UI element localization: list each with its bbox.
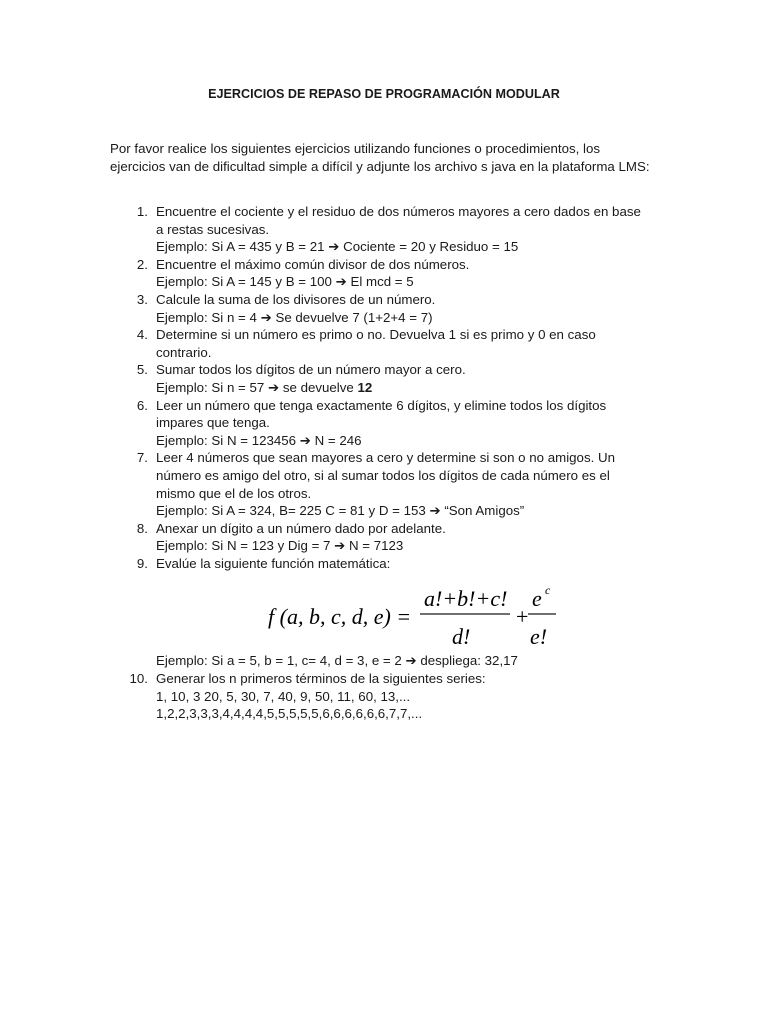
exercise-text-line: Leer un número que tenga exactamente 6 dígitos, y elimine todos los dígitos (156, 397, 607, 413)
exercise-text-line: 1, 10, 3 20, 5, 30, 7, 40, 9, 50, 11, 60, 13,... (156, 688, 411, 704)
exercise-text-line: Leer 4 números que sean mayores a cero y determine si son o no amigos. Un (156, 450, 615, 466)
exercise-number: 10. (129, 671, 148, 687)
exercise-example: Ejemplo: Si A = 324, B= 225 C = 81 y D = 153 ➔ “Son Amigos” (156, 503, 525, 519)
formula-denominator-1: d! (452, 624, 471, 650)
exercise-item (110, 670, 670, 723)
exercise-text-line: Encuentre el máximo común divisor de dos números. (156, 256, 470, 272)
exercise-number: 7. (136, 450, 148, 466)
exercise-example: Ejemplo: Si n = 4 ➔ Se devuelve 7 (1+2+4 = 7) (156, 309, 433, 325)
arrow-right-icon: ➔ (328, 239, 340, 255)
exercise-text-line: 1,2,2,3,3,3,4,4,4,4,5,5,5,5,5,6,6,6,6,6,6,7,7,... (156, 706, 423, 722)
exercise-example: Ejemplo: Si n = 57 ➔ se devuelve 12 (156, 379, 373, 395)
intro-paragraph: Por favor realice los siguientes ejercicios utilizando funciones o procedimientos, los ejercicios van de dificultad simple a difícil y adjunte los archivo s java en la plataforma LMS: (110, 141, 650, 174)
exercise-text-line: Encuentre el cociente y el residuo de dos números mayores a cero dados en base (156, 204, 641, 219)
exercise-text-line: Evalúe la siguiente función matemática: (156, 555, 391, 571)
formula-plus: + (516, 604, 529, 630)
arrow-right-icon: ➔ (429, 503, 441, 519)
exercise-item (110, 555, 670, 670)
exercise-number: 8. (136, 520, 148, 536)
exercise-text-line: a restas sucesivas. (156, 221, 270, 237)
exercise-item (110, 449, 670, 519)
document-title: EJERCICIOS DE REPASO DE PROGRAMACIÓN MODULAR (208, 87, 560, 101)
exercise-example: Ejemplo: Si A = 435 y B = 21 ➔ Cociente = 20 y Residuo = 15 (156, 239, 519, 255)
arrow-right-icon: ➔ (299, 432, 311, 448)
exercise-text-line: Anexar un dígito a un número dado por adelante. (156, 520, 446, 536)
exercise-text-line: Sumar todos los dígitos de un número mayor a cero. (156, 362, 466, 378)
formula-denominator-2: e! (530, 624, 548, 650)
exercise-number: 6. (136, 397, 148, 413)
exercise-item (110, 203, 670, 256)
exercise-item (110, 326, 670, 361)
formula-numerator-2: e (532, 586, 542, 612)
exercise-item (110, 397, 670, 450)
exercise-example: Ejemplo: Si A = 145 y B = 100 ➔ El mcd = 5 (156, 274, 414, 290)
exercise-item (110, 361, 670, 396)
exercise-number: 3. (136, 291, 148, 307)
formula-numerator-1: a!+b!+c! (424, 586, 508, 612)
exercise-text-line: impares que tenga. (156, 415, 270, 431)
exercise-item (110, 291, 670, 326)
exercise-text-line: Generar los n primeros términos de la siguientes series: (156, 671, 486, 687)
math-formula (110, 572, 670, 652)
exercise-text-line: mismo que el de los otros. (156, 485, 312, 501)
formula-lhs: f (a, b, c, d, e) = (268, 604, 412, 630)
exercise-text-line: número es amigo del otro, si al sumar todos los dígitos de cada número es el (156, 467, 610, 483)
exercise-item (110, 256, 670, 291)
arrow-right-icon: ➔ (334, 538, 346, 554)
exercise-number: 9. (136, 555, 148, 571)
formula-exponent: c (545, 583, 551, 598)
arrow-right-icon: ➔ (267, 379, 280, 395)
arrow-right-icon: ➔ (405, 653, 417, 669)
exercise-list (110, 203, 670, 723)
exercise-text-line: Determine si un número es primo o no. Devuelva 1 si es primo y 0 en caso (156, 327, 596, 343)
exercise-number: 1. (136, 204, 148, 219)
exercise-number: 2. (136, 256, 148, 272)
exercise-number: 5. (136, 362, 148, 378)
exercise-item (110, 520, 670, 555)
exercise-number: 4. (136, 327, 148, 343)
exercise-example: Ejemplo: Si N = 123 y Dig = 7 ➔ N = 7123 (156, 538, 404, 554)
exercise-text-line: contrario. (156, 344, 212, 360)
arrow-right-icon: ➔ (260, 309, 272, 325)
exercise-example: Ejemplo: Si a = 5, b = 1, c= 4, d = 3, e = 2 ➔ despliega: 32,17 (156, 653, 518, 669)
exercise-text-line: Calcule la suma de los divisores de un número. (156, 291, 436, 307)
exercise-example: Ejemplo: Si N = 123456 ➔ N = 246 (156, 432, 362, 448)
arrow-right-icon: ➔ (335, 274, 347, 290)
